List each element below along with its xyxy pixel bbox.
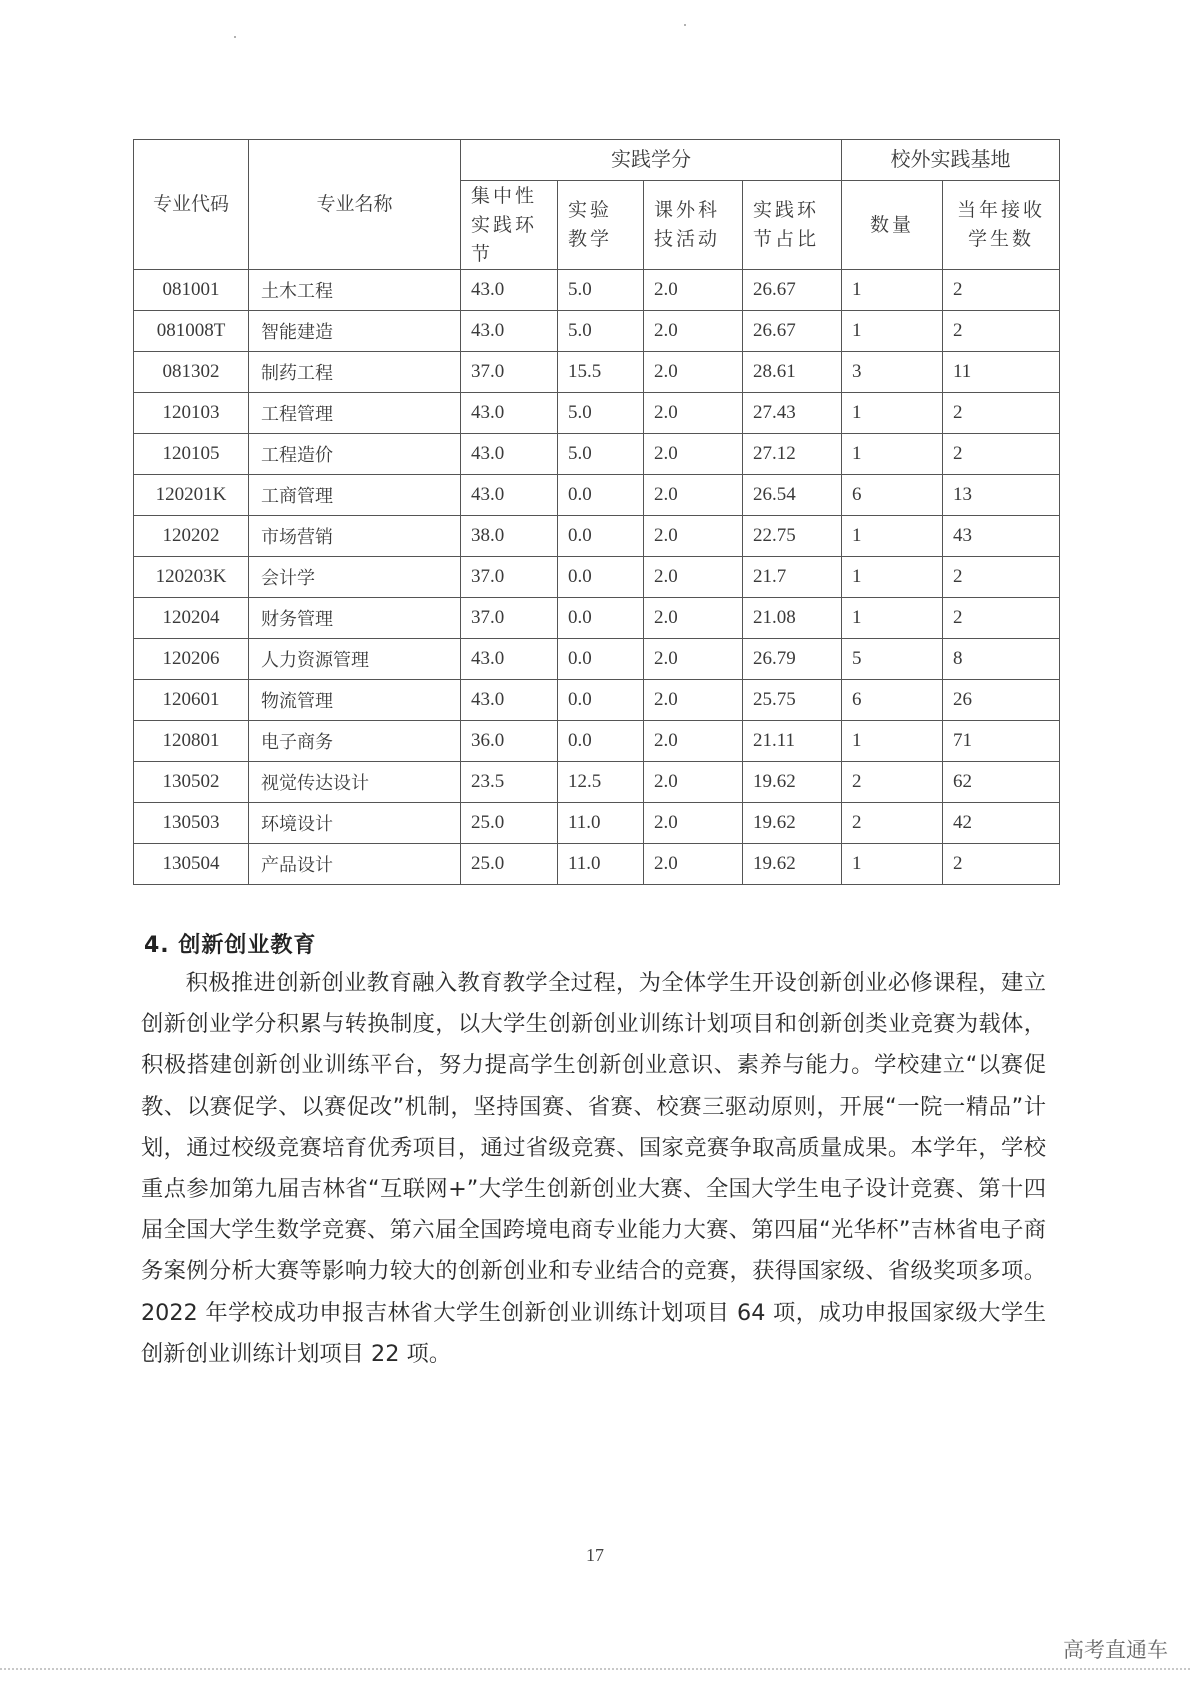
cell-name: 智能建造: [249, 311, 461, 352]
cell-extracurricular: 2.0: [644, 475, 743, 516]
table-row: [134, 680, 1060, 721]
cell-ratio: 25.75: [743, 680, 842, 721]
cell-students: 2: [943, 598, 1060, 639]
cell-code: 120601: [134, 680, 249, 721]
cell-code: 120206: [134, 639, 249, 680]
cell-name: 工程管理: [249, 393, 461, 434]
cell-concentrated: 43.0: [461, 311, 558, 352]
cell-experiment: 5.0: [558, 311, 644, 352]
cell-students: 42: [943, 803, 1060, 844]
cell-experiment: 11.0: [558, 844, 644, 885]
cell-ratio: 27.43: [743, 393, 842, 434]
cell-experiment: 0.0: [558, 680, 644, 721]
cell-ratio: 21.7: [743, 557, 842, 598]
cell-name: 视觉传达设计: [249, 762, 461, 803]
cell-code: 120202: [134, 516, 249, 557]
cell-extracurricular: 2.0: [644, 352, 743, 393]
cell-concentrated: 43.0: [461, 270, 558, 311]
cell-name: 人力资源管理: [249, 639, 461, 680]
cell-concentrated: 43.0: [461, 393, 558, 434]
header-practice-credits: 实践学分: [461, 140, 842, 181]
cell-count: 1: [842, 270, 943, 311]
cell-ratio: 28.61: [743, 352, 842, 393]
cell-ratio: 26.67: [743, 311, 842, 352]
cell-name: 工程造价: [249, 434, 461, 475]
table-row: [134, 270, 1060, 311]
cell-extracurricular: 2.0: [644, 270, 743, 311]
cell-count: 6: [842, 475, 943, 516]
cell-ratio: 26.79: [743, 639, 842, 680]
cell-students: 2: [943, 557, 1060, 598]
cell-concentrated: 25.0: [461, 803, 558, 844]
cell-extracurricular: 2.0: [644, 311, 743, 352]
header-ratio: 实践环节占比: [743, 181, 842, 270]
cell-concentrated: 37.0: [461, 598, 558, 639]
cell-name: 物流管理: [249, 680, 461, 721]
cell-count: 1: [842, 844, 943, 885]
cell-students: 13: [943, 475, 1060, 516]
table-row: [134, 516, 1060, 557]
cell-count: 1: [842, 557, 943, 598]
cell-code: 081008T: [134, 311, 249, 352]
cell-students: 2: [943, 393, 1060, 434]
cell-code: 120103: [134, 393, 249, 434]
header-offcampus-base: 校外实践基地: [842, 140, 1060, 181]
cell-students: 62: [943, 762, 1060, 803]
cell-count: 1: [842, 598, 943, 639]
cell-students: 2: [943, 434, 1060, 475]
cell-concentrated: 25.0: [461, 844, 558, 885]
cell-code: 120801: [134, 721, 249, 762]
table-row: [134, 311, 1060, 352]
page-number: 17: [586, 1545, 604, 1565]
cell-ratio: 27.12: [743, 434, 842, 475]
cell-concentrated: 43.0: [461, 475, 558, 516]
header-students: 当年接收学生数: [943, 181, 1060, 270]
cell-ratio: 19.62: [743, 844, 842, 885]
cell-students: 43: [943, 516, 1060, 557]
cell-name: 土木工程: [249, 270, 461, 311]
cell-students: 71: [943, 721, 1060, 762]
cell-ratio: 26.67: [743, 270, 842, 311]
cell-extracurricular: 2.0: [644, 844, 743, 885]
cell-ratio: 21.11: [743, 721, 842, 762]
cell-experiment: 11.0: [558, 803, 644, 844]
table-row: [134, 721, 1060, 762]
cell-students: 2: [943, 311, 1060, 352]
cell-count: 1: [842, 311, 943, 352]
cell-count: 3: [842, 352, 943, 393]
cell-students: 2: [943, 844, 1060, 885]
table-row: [134, 598, 1060, 639]
cell-ratio: 21.08: [743, 598, 842, 639]
cell-code: 120203K: [134, 557, 249, 598]
cell-extracurricular: 2.0: [644, 598, 743, 639]
bottom-divider: [0, 1668, 1190, 1670]
cell-experiment: 0.0: [558, 639, 644, 680]
cell-extracurricular: 2.0: [644, 434, 743, 475]
table-row: [134, 557, 1060, 598]
table-row: [134, 803, 1060, 844]
cell-code: 120201K: [134, 475, 249, 516]
table-row: [134, 393, 1060, 434]
cell-count: 1: [842, 516, 943, 557]
header-experiment: 实验教学: [558, 181, 644, 270]
cell-extracurricular: 2.0: [644, 393, 743, 434]
cell-ratio: 19.62: [743, 803, 842, 844]
cell-code: 081001: [134, 270, 249, 311]
cell-concentrated: 38.0: [461, 516, 558, 557]
cell-name: 市场营销: [249, 516, 461, 557]
cell-students: 8: [943, 639, 1060, 680]
cell-concentrated: 37.0: [461, 557, 558, 598]
header-concentrated: 集中性实践环节: [461, 181, 558, 270]
table-row: [134, 352, 1060, 393]
cell-count: 2: [842, 803, 943, 844]
cell-extracurricular: 2.0: [644, 639, 743, 680]
cell-name: 财务管理: [249, 598, 461, 639]
cell-concentrated: 37.0: [461, 352, 558, 393]
cell-extracurricular: 2.0: [644, 557, 743, 598]
cell-experiment: 0.0: [558, 721, 644, 762]
cell-experiment: 0.0: [558, 516, 644, 557]
cell-count: 5: [842, 639, 943, 680]
table-row: [134, 434, 1060, 475]
cell-count: 1: [842, 393, 943, 434]
cell-count: 2: [842, 762, 943, 803]
cell-extracurricular: 2.0: [644, 516, 743, 557]
cell-experiment: 5.0: [558, 270, 644, 311]
cell-code: 081302: [134, 352, 249, 393]
cell-code: 120204: [134, 598, 249, 639]
cell-students: 26: [943, 680, 1060, 721]
cell-extracurricular: 2.0: [644, 680, 743, 721]
cell-count: 1: [842, 434, 943, 475]
cell-students: 2: [943, 270, 1060, 311]
cell-ratio: 22.75: [743, 516, 842, 557]
cell-code: 130503: [134, 803, 249, 844]
cell-experiment: 0.0: [558, 475, 644, 516]
cell-experiment: 5.0: [558, 393, 644, 434]
cell-count: 6: [842, 680, 943, 721]
cell-experiment: 5.0: [558, 434, 644, 475]
header-count: 数量: [842, 181, 943, 270]
cell-extracurricular: 2.0: [644, 721, 743, 762]
cell-experiment: 0.0: [558, 598, 644, 639]
cell-experiment: 12.5: [558, 762, 644, 803]
table-body: [134, 270, 1060, 885]
cell-count: 1: [842, 721, 943, 762]
cell-students: 11: [943, 352, 1060, 393]
cell-experiment: 15.5: [558, 352, 644, 393]
table-row: [134, 475, 1060, 516]
cell-name: 电子商务: [249, 721, 461, 762]
watermark-text: 高考直通车: [1063, 1638, 1168, 1662]
cell-name: 工商管理: [249, 475, 461, 516]
cell-concentrated: 23.5: [461, 762, 558, 803]
scan-speck: [684, 24, 686, 26]
cell-concentrated: 43.0: [461, 434, 558, 475]
cell-code: 130504: [134, 844, 249, 885]
table-row: [134, 844, 1060, 885]
table-row: [134, 762, 1060, 803]
section-heading: 4. 创新创业教育: [144, 933, 317, 958]
cell-name: 环境设计: [249, 803, 461, 844]
cell-extracurricular: 2.0: [644, 803, 743, 844]
cell-experiment: 0.0: [558, 557, 644, 598]
cell-ratio: 26.54: [743, 475, 842, 516]
cell-code: 130502: [134, 762, 249, 803]
header-extracurricular: 课外科技活动: [644, 181, 743, 270]
header-name: 专业名称: [249, 140, 461, 270]
cell-code: 120105: [134, 434, 249, 475]
cell-concentrated: 43.0: [461, 680, 558, 721]
cell-concentrated: 36.0: [461, 721, 558, 762]
cell-concentrated: 43.0: [461, 639, 558, 680]
practice-credits-table: [133, 139, 1060, 885]
cell-ratio: 19.62: [743, 762, 842, 803]
cell-extracurricular: 2.0: [644, 762, 743, 803]
scan-speck: [234, 36, 236, 38]
cell-name: 制药工程: [249, 352, 461, 393]
table-row: [134, 639, 1060, 680]
header-code: 专业代码: [134, 140, 249, 270]
cell-name: 产品设计: [249, 844, 461, 885]
section-paragraph: 积极推进创新创业教育融入教育教学全过程，为全体学生开设创新创业必修课程，建立创新创业学分积累与转换制度，以大学生创新创业训练计划项目和创新创类业竞赛为载体，积极搭建创新创业训练平台，努力提高学生创新创业意识、素养与能力。学校建立“以赛促教、以赛促学、以赛促改”机制，坚持国赛、省赛、校赛三驱动原则，开展“一院一精品”计划，通过校级竞赛培育优秀项目，通过省级竞赛、国家竞赛争取高质量成果。本学年，学校重点参加第九届吉林省“互联网+”大学生创新创业大赛、全国大学生电子设计竞赛、第十四届全国大学生数学竞赛、第六届全国跨境电商专业能力大赛、第四届“光华杯”吉林省电子商务案例分析大赛等影响力较大的创新创业和专业结合的竞赛，获得国家级、省级奖项多项。2022 年学校成功申报吉林省大学生创新创业训练计划项目 64 项，成功申报国家级大学生创新创业训练计划项目 22 项。: [141, 970, 1046, 1367]
cell-name: 会计学: [249, 557, 461, 598]
